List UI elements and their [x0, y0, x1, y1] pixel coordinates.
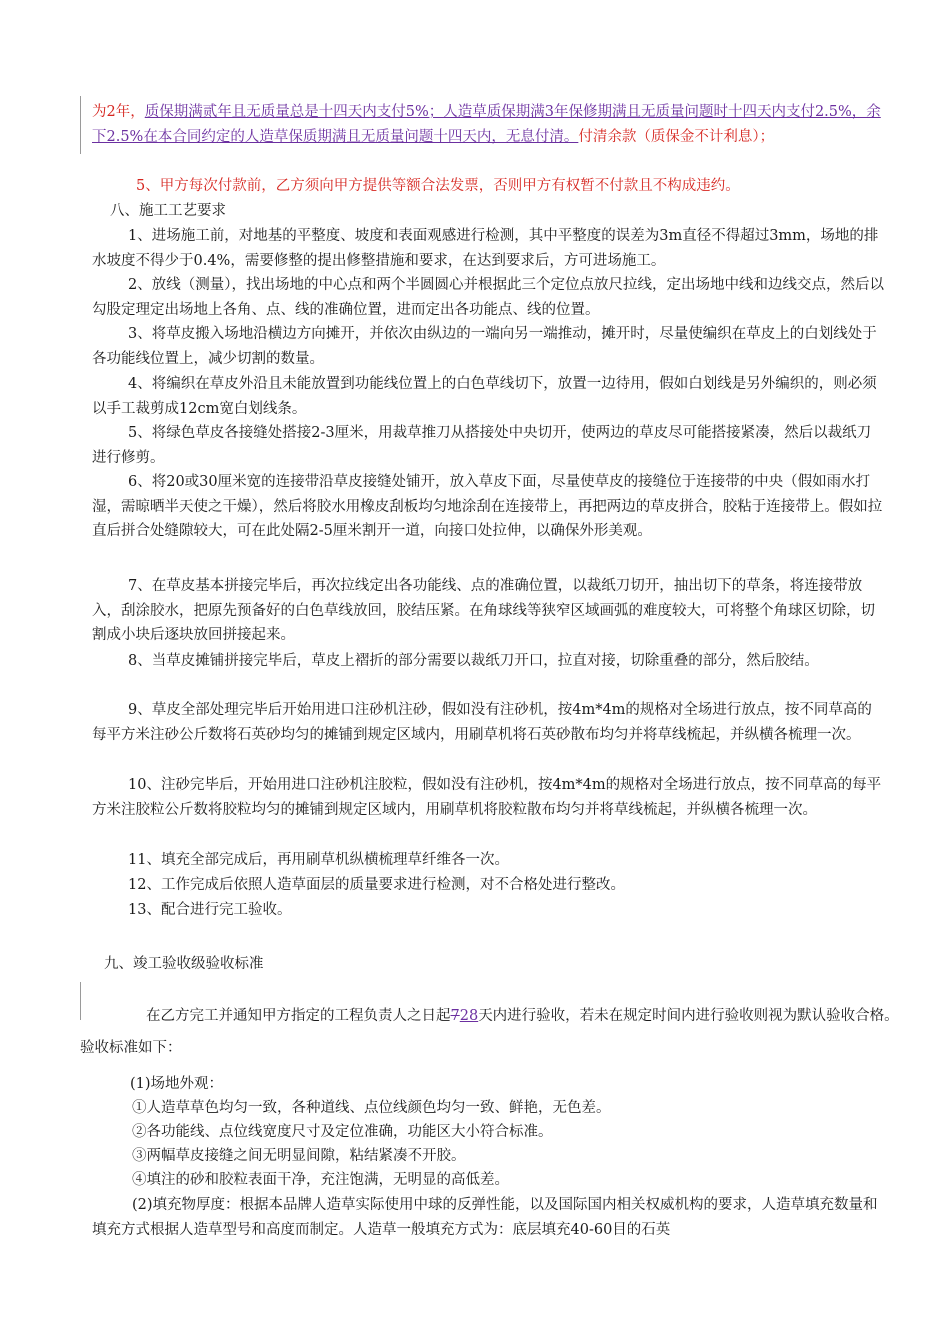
inserted-days: 28 — [459, 1008, 479, 1024]
acceptance-intro-start: 在乙方完工并通知甲方指定的工程负责人之日起 — [146, 1008, 451, 1024]
section8-item-12: 12、工作完成后依照人造草面层的质量要求进行检测，对不合格处进行整改。 — [128, 877, 625, 893]
appearance-item-2: ②各功能线、点位线宽度尺寸及定位准确，功能区大小符合标准。 — [132, 1124, 553, 1140]
thickness-paragraph: (2)填充物厚度：根据本品牌人造草实际使用中球的反弹性能，以及国际国内相关权威机构的要求，人造草填充数量和填充方式根据人造草型号和高度而制定。人造草一般填充方式为：底层填充40-60目的石英 — [92, 1197, 878, 1238]
section8-item-13: 13、配合进行完工验收。 — [128, 902, 292, 918]
acceptance-intro — [80, 1000, 910, 1064]
section8-item-5: 5、将绿色草皮各接缝处搭接2-3厘米，用裁草推刀从搭接处中央切开，使两边的草皮尽可能搭接紧凑，然后以裁纸刀进行修剪。 — [92, 425, 872, 466]
payment-revised-text: 质保期满贰年且无质量总是十四天内支付5%；人造草质保期满3年保修期满且无质量问题时十四天内支付2.5%，余下2.5%在本合同约定的人造草保质期满且无质量问题十四天内，无息付清。 — [92, 104, 881, 145]
section8-item-6: 6、将20或30厘米宽的连接带沿草皮接缝处铺开，放入草皮下面，尽量使草皮的接缝位于连接带的中央（假如雨水打湿，需晾晒半天使之干燥），然后将胶水用橡皮刮板均匀地涂刮在连接带上，再把两边的草皮拼合，胶粘于连接带上。假如拉直后拼合处缝隙较大，可在此处隔2-5厘米割开一道，向接口处拉伸，以确保外形美观。 — [92, 474, 883, 539]
appearance-item-1: ①人造草草色均匀一致，各种道线、点位线颜色均匀一致、鲜艳，无色差。 — [132, 1100, 611, 1116]
section8-item-9: 9、草皮全部处理完毕后开始用进口注砂机注砂，假如没有注砂机，按4m*4m的规格对全场进行放点，按不同草高的每平方米注砂公斤数将石英砂均匀的摊铺到规定区域内，用刷草机将石英砂散布均匀并将草线梳起，并纵横各梳理一次。 — [92, 702, 872, 743]
appearance-title: (1)场地外观： — [130, 1076, 224, 1092]
acceptance-intro-end: 天内进行验收，若未在规定时间内进行验收则视为默认验收合格。验收标准如下： — [80, 1008, 899, 1056]
section8-heading: 八、施工工艺要求 — [110, 203, 226, 219]
deleted-days: 7 — [450, 1008, 460, 1024]
section8-item-8: 8、当草皮摊铺拼接完毕后，草皮上褶折的部分需要以裁纸刀开口，拉直对接，切除重叠的部分，然后胶结。 — [128, 653, 819, 669]
revision-bar — [80, 96, 81, 154]
section8-item-1: 1、进场施工前，对地基的平整度、坡度和表面观感进行检测，其中平整度的误差为3m直径不得超过3mm，场地的排水坡度不得少于0.4%，需要修整的提出修整措施和要求，在达到要求后，方可进场施工。 — [92, 228, 879, 269]
section8-item-3: 3、将草皮搬入场地沿横边方向摊开，并依次由纵边的一端向另一端推动，摊开时，尽量使编织在草皮上的白划线处于各功能线位置上，减少切割的数量。 — [92, 326, 877, 367]
section8-item-10: 10、注砂完毕后，开始用进口注砂机注胶粒，假如没有注砂机，按4m*4m的规格对全场进行放点，按不同草高的每平方米注胶粒公斤数将胶粒均匀的摊铺到规定区域内，用刷草机将胶粒散布均匀并将草线梳起，并纵横各梳理一次。 — [92, 777, 882, 818]
section8-item-7: 7、在草皮基本拼接完毕后，再次拉线定出各功能线、点的准确位置，以裁纸刀切开，抽出切下的草条，将连接带放入，刮涂胶水，把原先预备好的白色草线放回，胶结压紧。在角球线等狭窄区域画弧的难度较大，可将整个角球区切除，切割成小块后逐块放回拼接起来。 — [92, 578, 875, 643]
appearance-item-3: ③两幅草皮接缝之间无明显间隙，粘结紧凑不开胶。 — [132, 1148, 466, 1164]
payment-suffix: 付清余款（质保金不计利息）； — [578, 128, 775, 145]
section9-heading: 九、竣工验收级验收标准 — [104, 956, 264, 972]
payment-terms-paragraph — [92, 100, 884, 149]
section8-item-11: 11、填充全部完成后，再用刷草机纵横梳理草纤维各一次。 — [128, 852, 509, 868]
section8-item-4: 4、将编织在草皮外沿且未能放置到功能线位置上的白色草线切下，放置一边待用，假如白划线是另外编织的，则必须以手工裁剪成12cm宽白划线条。 — [92, 376, 877, 417]
payment-item-5: 5、甲方每次付款前，乙方须向甲方提供等额合法发票，否则甲方有权暂不付款且不构成违约。 — [136, 178, 740, 194]
payment-prefix: 为2年， — [92, 104, 145, 120]
appearance-item-4: ④填注的砂和胶粒表面干净，充注饱满，无明显的高低差。 — [132, 1172, 509, 1188]
section8-item-2: 2、放线（测量），找出场地的中心点和两个半圆圆心并根据此三个定位点放尺拉线，定出场地中线和边线交点，然后以勾股定理定出场地上各角、点、线的准确位置，进而定出各功能点、线的位置。 — [92, 277, 884, 318]
